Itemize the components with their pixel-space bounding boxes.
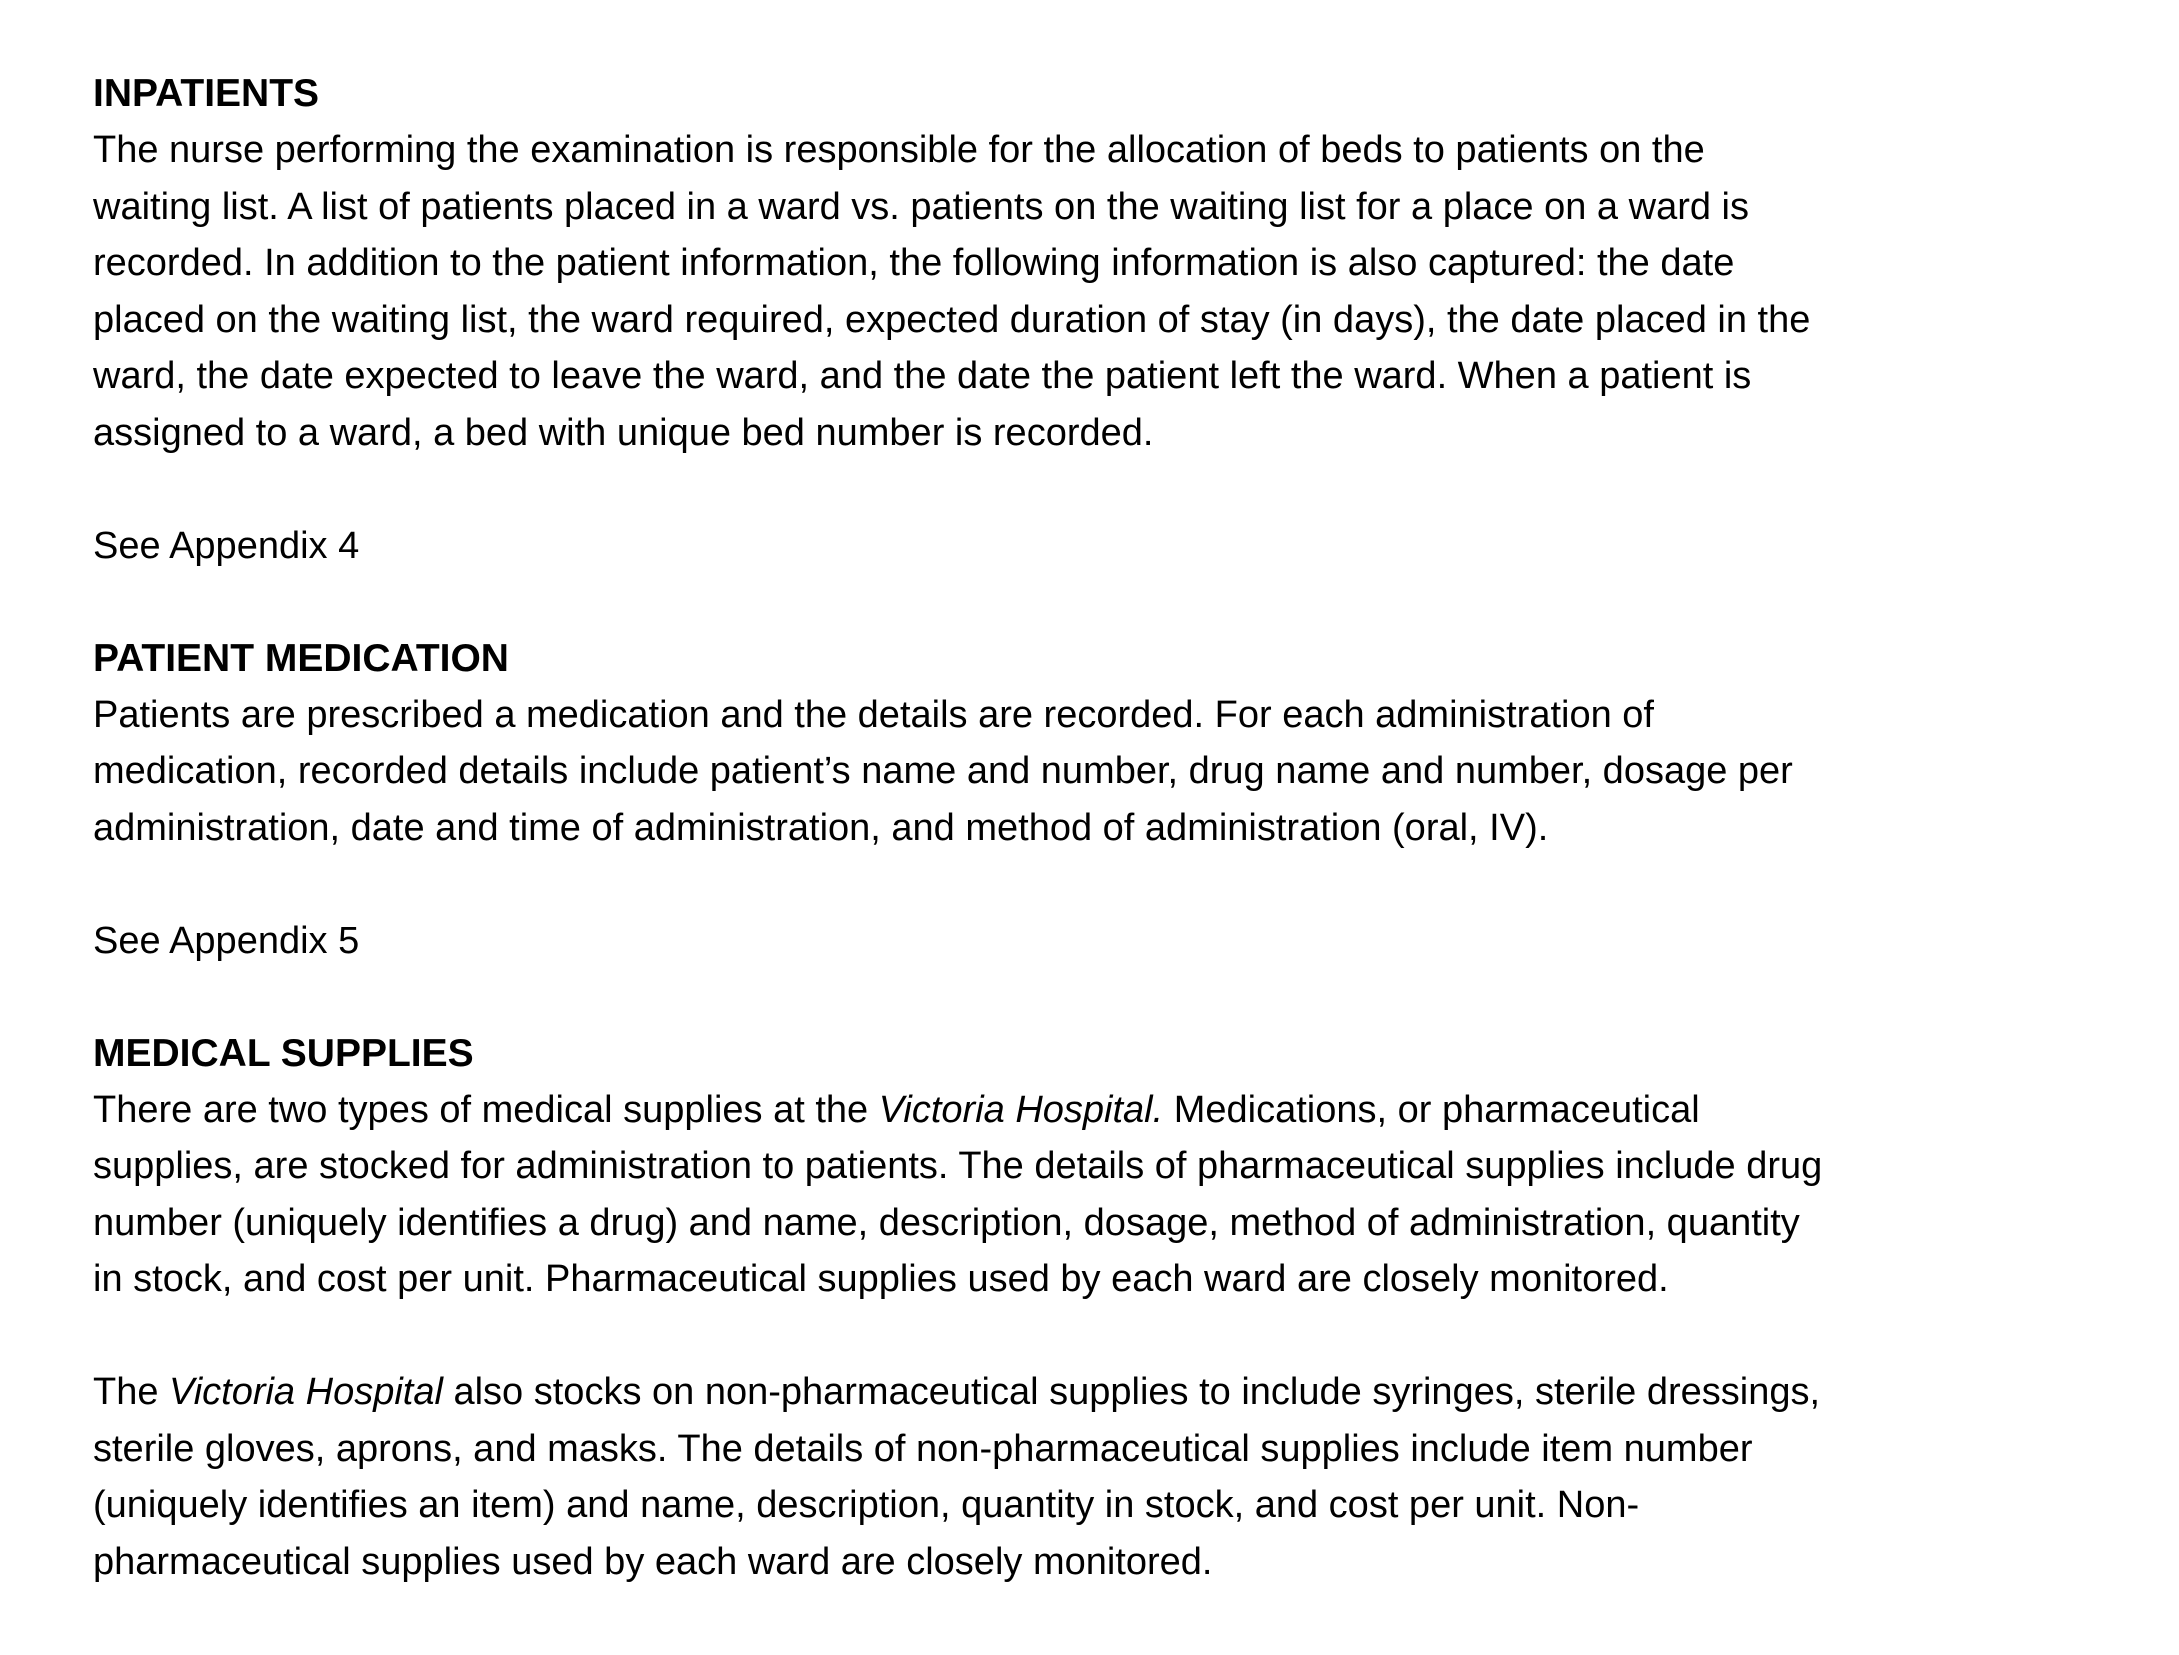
paragraph-line: administration, date and time of administration, and method of administration (oral, IV). [93, 806, 1549, 849]
hospital-name: Victoria Hospital [169, 1371, 443, 1413]
paragraph-line: ward, the date expected to leave the ward, and the date the patient left the ward. When a patient is [93, 355, 1752, 397]
section-heading: INPATIENTS [93, 72, 320, 115]
paragraph-line: waiting list. A list of patients placed in a ward vs. patients on the waiting list for a place on a ward is [93, 185, 1749, 228]
inpatients-paragraph [93, 122, 2093, 461]
section-heading: PATIENT MEDICATION [93, 636, 509, 680]
paragraph-line: recorded. In addition to the patient information, the following information is also captured: the date [93, 242, 1735, 284]
text-run: The [93, 1371, 170, 1413]
text-run: There are two types of medical supplies at the [93, 1088, 879, 1131]
appendix-reference: See Appendix 5 [93, 919, 360, 962]
paragraph-line: supplies, are stocked for administration to patients. The details of pharmaceutical supplies include drug [93, 1145, 1823, 1187]
paragraph-line: Patients are prescribed a medication and the details are recorded. For each administration of [93, 693, 1654, 736]
paragraph-line: sterile gloves, aprons, and masks. The details of non-pharmaceutical supplies include item number [93, 1427, 1753, 1470]
text-run: Medications, or pharmaceutical [1163, 1088, 1700, 1131]
hospital-name: Victoria Hospital. [878, 1088, 1164, 1131]
paragraph-line: placed on the waiting list, the ward required, expected duration of stay (in days), the date placed in the [93, 298, 1811, 341]
paragraph-line [93, 1082, 2093, 1139]
paragraph-line: The nurse performing the examination is responsible for the allocation of beds to patients on the [93, 129, 1705, 171]
paragraph-line: medication, recorded details include patient’s name and number, drug name and number, dosage per [93, 750, 1793, 792]
section-inpatients [93, 66, 2093, 631]
document-body [93, 66, 2093, 1590]
paragraph-line: pharmaceutical supplies used by each ward are closely monitored. [93, 1540, 1213, 1583]
paragraph-line: in stock, and cost per unit. Pharmaceutical supplies used by each ward are closely monitored. [93, 1258, 1669, 1300]
medical-supplies-paragraph-1 [93, 1082, 2093, 1308]
medical-supplies-paragraph-2 [93, 1364, 2093, 1590]
paragraph-line: number (uniquely identifies a drug) and name, description, dosage, method of administration, quantity [93, 1201, 1800, 1244]
section-heading: MEDICAL SUPPLIES [93, 1031, 474, 1075]
section-medical-supplies [93, 1026, 2093, 1591]
section-patient-medication [93, 631, 2093, 1026]
appendix-reference: See Appendix 4 [93, 524, 360, 567]
text-run: also stocks on non-pharmaceutical supplies to include syringes, sterile dressings, [442, 1371, 1821, 1413]
patient-medication-paragraph [93, 687, 2093, 857]
paragraph-line: (uniquely identifies an item) and name, description, quantity in stock, and cost per unit. Non- [93, 1484, 1640, 1526]
paragraph-line: assigned to a ward, a bed with unique bed number is recorded. [93, 411, 1154, 454]
paragraph-line [93, 1364, 2093, 1421]
